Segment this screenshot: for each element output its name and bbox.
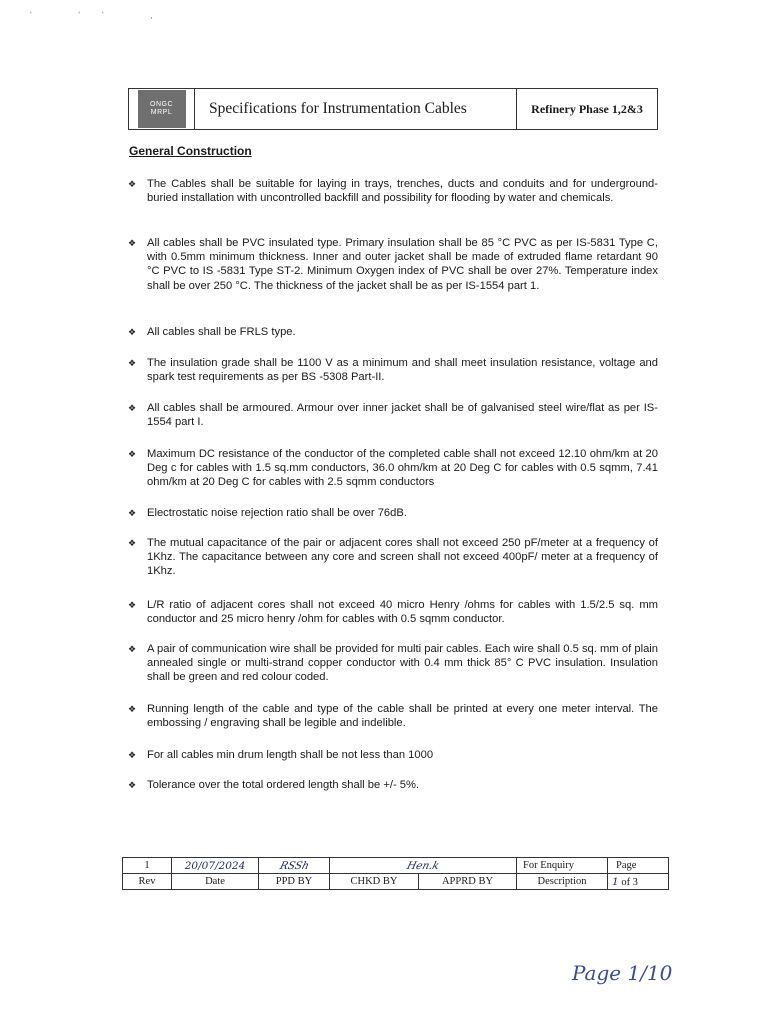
page-of: of 3 <box>621 876 638 888</box>
chkd-label: CHKD BY <box>330 874 419 890</box>
handwritten-page-note: Page 1/10 <box>572 961 673 985</box>
diamond-bullet-icon: ❖ <box>128 644 137 654</box>
list-item: ❖ All cables shall be FRLS type. <box>128 326 296 338</box>
date-value: 20/07/2024 <box>172 858 259 874</box>
scan-specks: ' '' , <box>30 10 175 20</box>
phase-label: Refinery Phase 1,2&3 <box>531 101 643 116</box>
diamond-bullet-icon: ❖ <box>128 358 137 368</box>
apprd-label: APPRD BY <box>419 874 517 890</box>
description-label: Description <box>517 874 608 890</box>
list-item: ❖ All cables shall be armoured. Armour over inner jacket shall be of galvanised steel wire/flat as per IS-1554 part I. <box>128 402 658 429</box>
diamond-bullet-icon: ❖ <box>128 508 137 518</box>
logo-bottom-text: MRPL <box>150 109 173 116</box>
diamond-bullet-icon: ❖ <box>128 780 137 790</box>
diamond-bullet-icon: ❖ <box>128 704 137 714</box>
diamond-bullet-icon: ❖ <box>128 449 137 459</box>
list-item: ❖ L/R ratio of adjacent cores shall not exceed 40 micro Henry /ohms for cables with 1.5/2.5 sq. mm conductor and 25 micro henry /ohm for cables with 0.5 sqmm conductor. <box>128 599 658 626</box>
list-item: ❖ For all cables min drum length shall be not less than 1000 <box>128 749 434 761</box>
diamond-bullet-icon: ❖ <box>128 179 137 189</box>
diamond-bullet-icon: ❖ <box>128 403 137 413</box>
page-label: Page <box>608 858 669 874</box>
list-item: ❖ Running length of the cable and type of the cable shall be printed at every one meter interval. The embossing / engraving shall be legible and indelible. <box>128 703 658 730</box>
prpd-label: PPD BY <box>259 874 330 890</box>
diamond-bullet-icon: ❖ <box>128 327 137 337</box>
company-logo <box>138 90 186 128</box>
list-item: ❖ Tolerance over the total ordered length shall be +/- 5%. <box>128 779 420 791</box>
list-item: ❖ Electrostatic noise rejection ratio shall be over 76dB. <box>128 507 407 519</box>
diamond-bullet-icon: ❖ <box>128 600 137 610</box>
rev-label: Rev <box>123 874 172 890</box>
list-item: ❖ The Cables shall be suitable for laying in trays, trenches, ducts and conduits and for underground-buried installation with uncontrolled backfill and possibility for flooding by water and chemicals. <box>128 178 658 205</box>
page-count <box>608 874 669 890</box>
list-item: ❖ All cables shall be PVC insulated type. Primary insulation shall be 85 °C PVC as per IS-5831 Type C, with 0.5mm minimum thickness. Inner and outer jacket shall be made of extruded flame retardant 90 °C PVC to IS -5831 Type ST-2. Minimum Oxygen index of PVC shall be over 27%. Temperature index shall be over 250 °C. The thickness of the jacket shall be as per IS-1554 part 1. <box>128 237 658 292</box>
list-item: ❖ Maximum DC resistance of the conductor of the completed cable shall not exceed 12.10 ohm/km at 20 Deg c for cables with 1.5 sq.mm conductors, 36.0 ohm/km at 20 Deg C for cables with 0.5 sqmm, 7.41 ohm/km at 20 Deg C for cables with 2.5 sqmm conductors <box>128 448 658 489</box>
diamond-bullet-icon: ❖ <box>128 750 137 760</box>
list-item: ❖ The mutual capacitance of the pair or adjacent cores shall not exceed 250 pF/meter at a frequency of 1Khz. The capacitance between any core and screen shall not exceed 400pF/ meter at a frequency of 1Khz. <box>128 537 658 578</box>
page-number: 1 <box>612 875 619 888</box>
list-item: ❖ The insulation grade shall be 1100 V as a minimum and shall meet insulation resistance, voltage and spark test requirements as per BS -5308 Part-II. <box>128 357 658 384</box>
diamond-bullet-icon: ❖ <box>128 238 137 248</box>
for-enquiry-label: For Enquiry <box>517 858 608 874</box>
list-item: ❖ A pair of communication wire shall be provided for multi pair cables. Each wire shall 0.5 sq. mm of plain annealed single or multi-strand copper conductor with 0.4 mm thick 85° C PVC insulation. Insulation shall be green and red colour coded. <box>128 643 658 684</box>
logo-cell <box>129 89 195 129</box>
chkd-signature: Hen.k <box>330 858 517 874</box>
table-row <box>123 874 669 890</box>
table-row <box>123 858 669 874</box>
date-label: Date <box>172 874 259 890</box>
rev-value: 1 <box>123 858 172 874</box>
diamond-bullet-icon: ❖ <box>128 538 137 548</box>
revision-table <box>122 857 669 890</box>
document-header <box>128 88 658 130</box>
logo-top-text: ONGC <box>150 101 173 108</box>
section-heading: General Construction <box>129 144 252 158</box>
prpd-signature: RSSh <box>259 858 330 874</box>
document-title: Specifications for Instrumentation Cables <box>195 89 517 129</box>
